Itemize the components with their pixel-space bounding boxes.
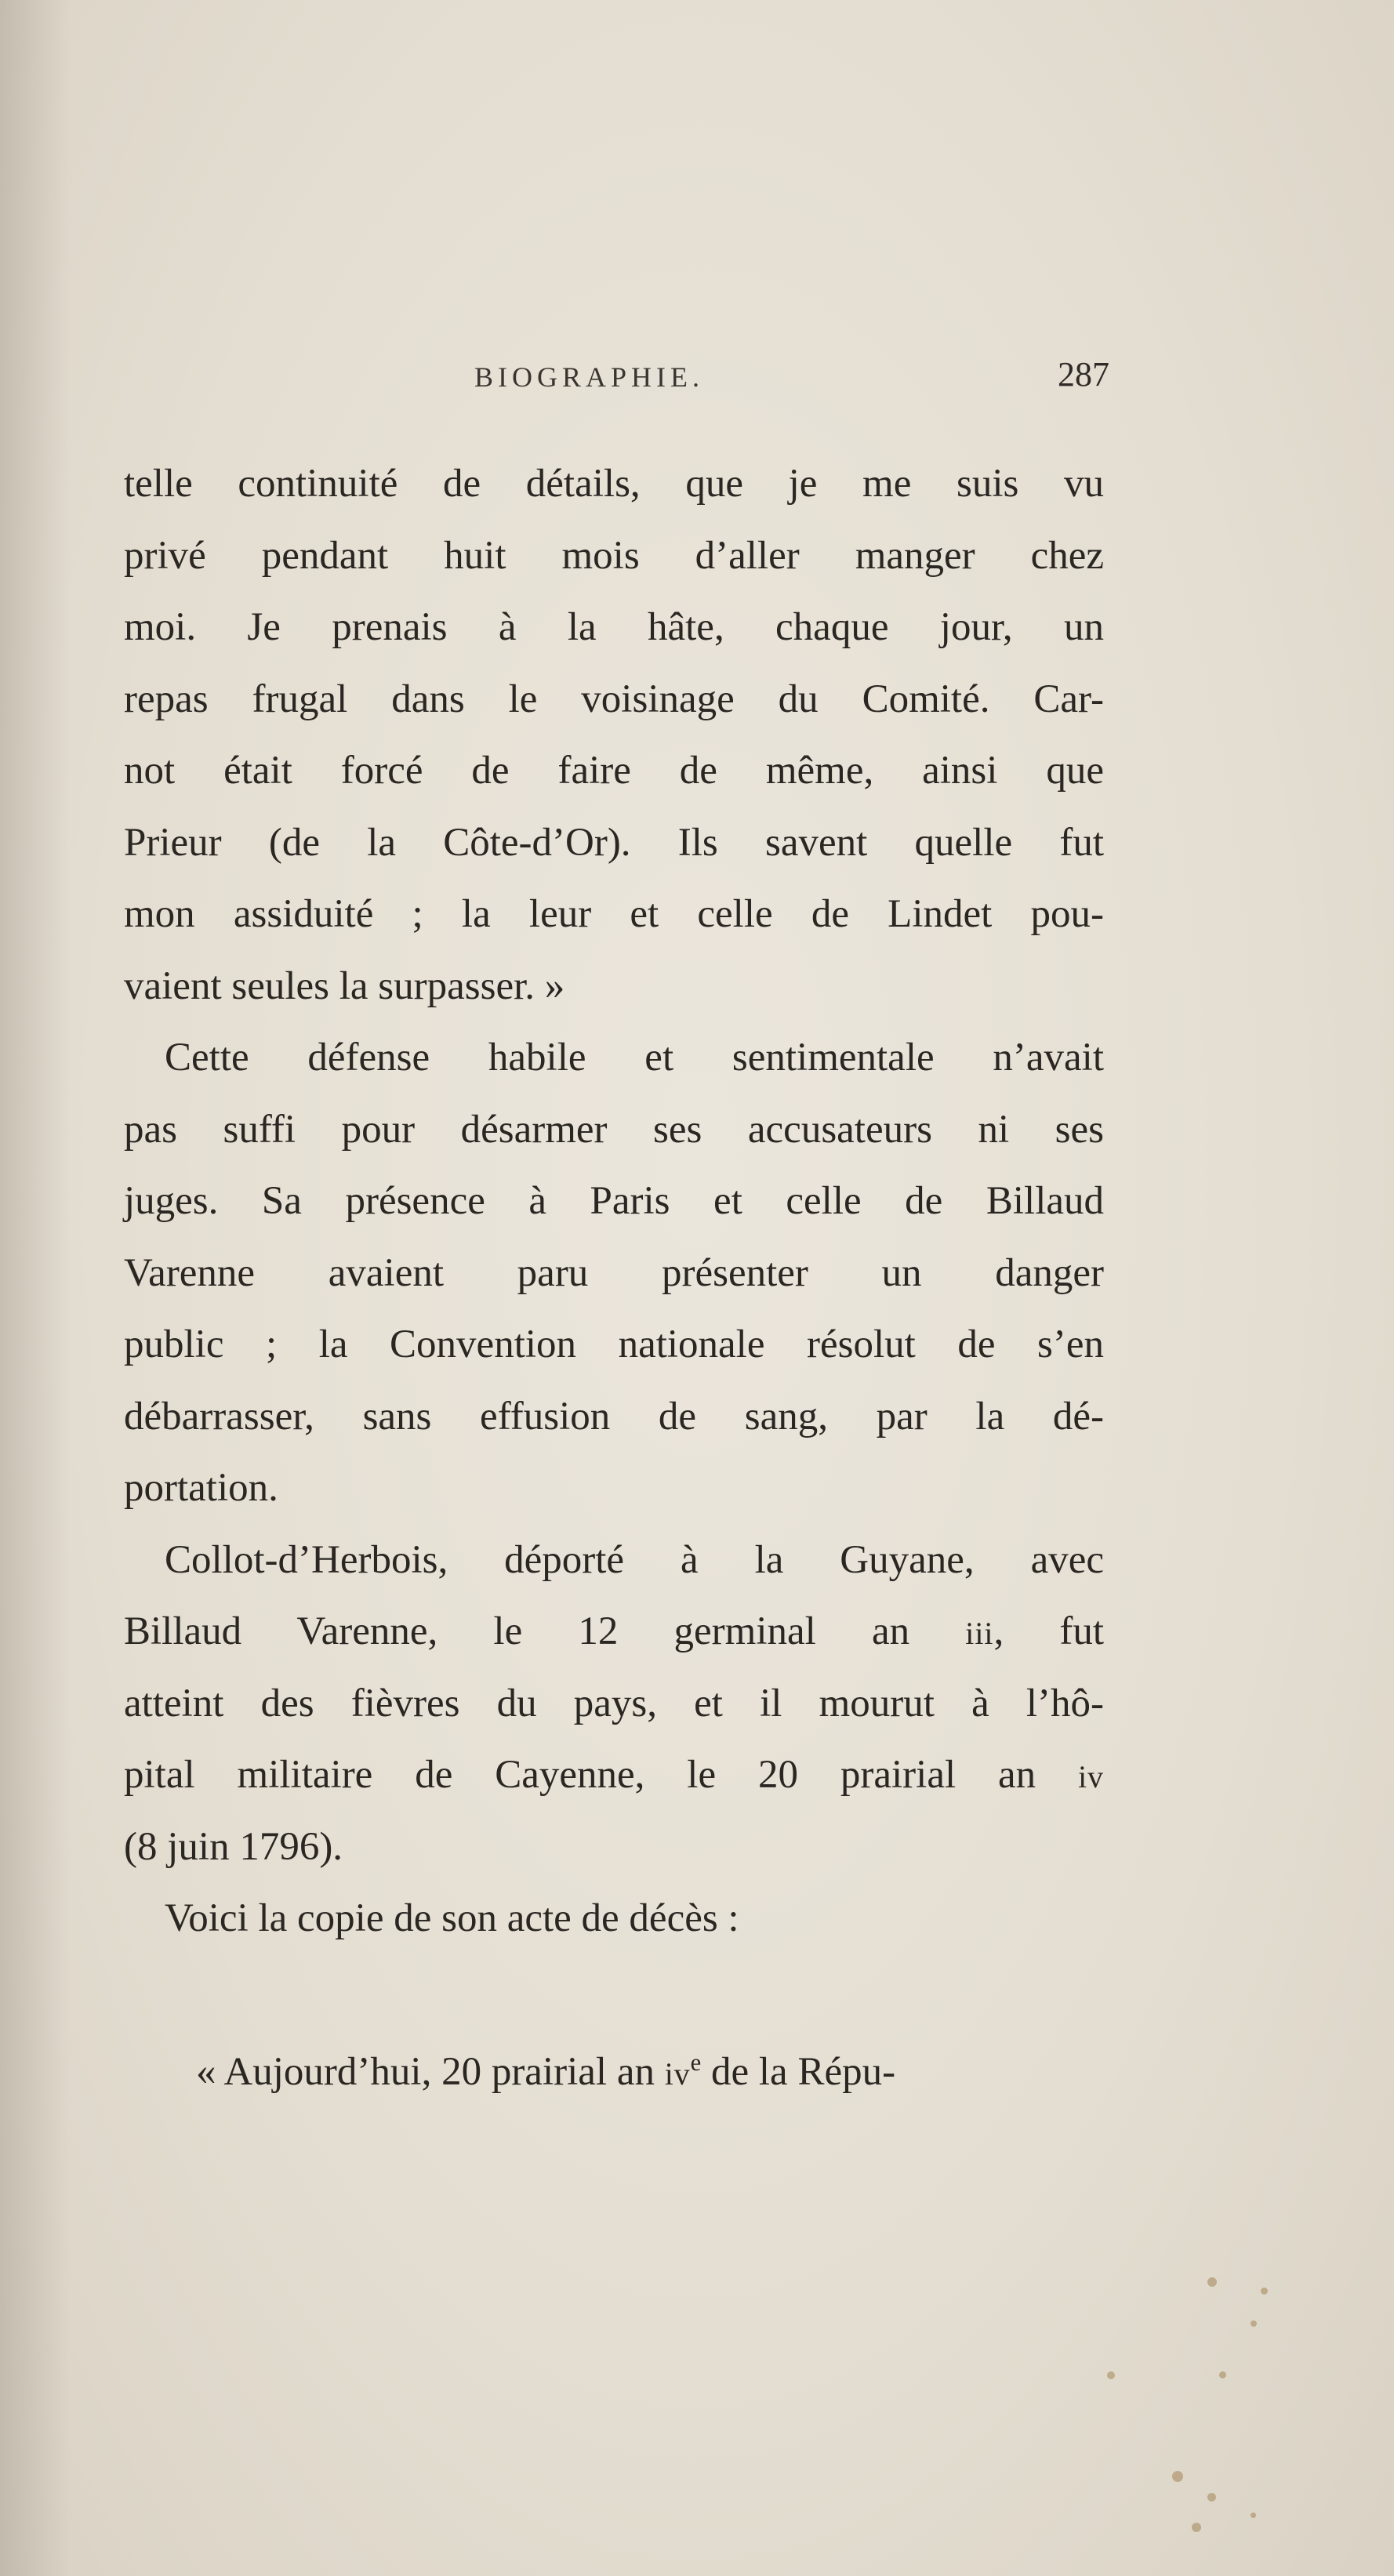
- foxing-spot: [1251, 2513, 1256, 2518]
- line-segment: pital militaire de Cayenne, le 20 prairial an: [124, 1753, 1036, 1797]
- text-line: Collot-d’Herbois, déporté à la Guyane, avec: [165, 1537, 1104, 1582]
- text-line: privé pendant huit mois d’aller manger chez: [124, 533, 1104, 578]
- foxing-spot: [1219, 2371, 1226, 2378]
- text-line: telle continuité de détails, que je me suis vu: [124, 462, 1104, 506]
- text-line: mon assiduité ; la leur et celle de Lindet pou-: [124, 892, 1104, 936]
- text-line: débarrasser, sans effusion de sang, par la dé-: [124, 1394, 1104, 1439]
- foxing-spot: [1251, 2320, 1257, 2327]
- text-line: moi. Je prenais à la hâte, chaque jour, un: [124, 605, 1104, 649]
- text-line: not était forcé de faire de même, ainsi que: [124, 749, 1104, 793]
- running-head: BIOGRAPHIE.: [474, 361, 705, 393]
- text-line: Voici la copie de son acte de décès :: [165, 1896, 739, 1940]
- page-number: 287: [1058, 355, 1109, 394]
- foxing-spot: [1192, 2523, 1201, 2532]
- line-segment: « Aujourd’hui, 20 prairial an: [196, 2049, 655, 2094]
- text-line: Prieur (de la Côte-d’Or). Ils savent quelle fut: [124, 820, 1104, 865]
- text-line: pas suffi pour désarmer ses accusateurs ni ses: [124, 1107, 1104, 1152]
- page-header: [125, 354, 1109, 401]
- foxing-spot: [1261, 2288, 1268, 2295]
- text-line: public ; la Convention nationale résolut de s’en: [124, 1322, 1104, 1366]
- text-line: repas frugal dans le voisinage du Comité. Car-: [124, 677, 1104, 721]
- text-line: vaient seules la surpasser. »: [124, 963, 565, 1008]
- line-segment: de la Répu-: [701, 2049, 896, 2094]
- text-line: atteint des fièvres du pays, et il mourut à l’hô-: [124, 1681, 1104, 1725]
- foxing-spot: [1207, 2277, 1217, 2287]
- line-segment: Billaud Varenne, le 12 germinal an: [124, 1609, 910, 1653]
- text-line: Varenne avaient paru présenter un danger: [124, 1250, 1104, 1295]
- body-text: [124, 448, 1104, 2099]
- paragraph-gap: [124, 1955, 1104, 2027]
- page-gutter-shadow: [0, 0, 71, 2576]
- superscript: e: [690, 2048, 702, 2076]
- text-line: portation.: [124, 1466, 278, 1510]
- text-line: juges. Sa présence à Paris et celle de Billaud: [124, 1179, 1104, 1223]
- text-line: [124, 1596, 1104, 1668]
- roman-numeral: iii: [965, 1616, 994, 1651]
- roman-numeral: iv: [664, 2056, 691, 2092]
- text-line: [124, 2027, 1104, 2099]
- text-line: Cette défense habile et sentimentale n’avait: [165, 1036, 1104, 1079]
- text-line: [124, 1740, 1104, 1812]
- foxing-spot: [1207, 2493, 1216, 2502]
- roman-numeral: iv: [1078, 1760, 1105, 1794]
- text-line: (8 juin 1796).: [124, 1824, 343, 1869]
- foxing-spot: [1107, 2371, 1115, 2379]
- line-segment: , fut: [993, 1609, 1105, 1653]
- foxing-spot: [1172, 2471, 1183, 2482]
